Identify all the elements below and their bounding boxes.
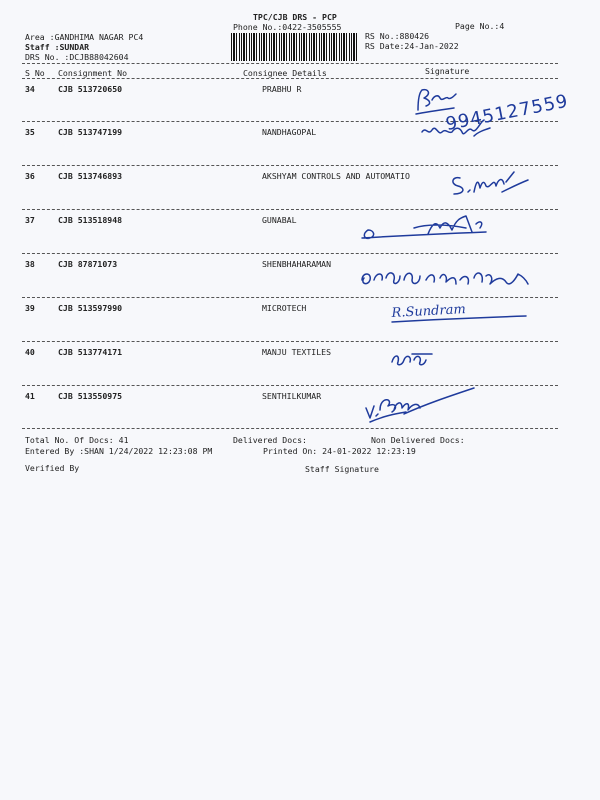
divider	[22, 341, 558, 342]
staff-label: Staff :SUNDAR	[25, 42, 90, 52]
row-consignee: PRABHU R	[262, 84, 302, 94]
row-consignee: MANJU TEXTILES	[262, 347, 332, 357]
area-label: Area :GANDHIMA NAGAR PC4	[25, 32, 144, 42]
row-sno: 36	[25, 171, 35, 181]
row-consignment: CJB 513518948	[58, 215, 123, 225]
divider	[22, 78, 558, 79]
signature-row-38	[356, 262, 546, 298]
row-consignee: SENTHILKUMAR	[262, 391, 322, 401]
row-consignment: CJB 513720650	[58, 84, 123, 94]
row-sno: 41	[25, 391, 35, 401]
table-row	[0, 127, 600, 139]
row-consignment: CJB 513774171	[58, 347, 123, 357]
phone-number: Phone No.:0422-3505555	[233, 22, 342, 32]
handwritten-name: R.Sundram	[391, 302, 467, 321]
row-consignee: AKSHYAM CONTROLS AND AUTOMATIO	[262, 171, 410, 181]
row-sno: 38	[25, 259, 35, 269]
rs-date: RS Date:24-Jan-2022	[365, 41, 459, 51]
row-consignee: NANDHAGOPAL	[262, 127, 317, 137]
non-delivered-docs: Non Delivered Docs:	[371, 435, 465, 445]
verified-by: Verified By	[25, 463, 80, 473]
row-consignee: SHENBHAHARAMAN	[262, 259, 332, 269]
row-sno: 37	[25, 215, 35, 225]
signature-row-40	[388, 348, 438, 372]
divider	[22, 253, 558, 254]
entered-by: Entered By :SHAN 1/24/2022 12:23:08 PM	[25, 446, 213, 456]
row-consignment: CJB 87871073	[58, 259, 118, 269]
signature-row-37	[356, 210, 506, 246]
column-header-signature: Signature	[425, 66, 470, 76]
printed-on: Printed On: 24-01-2022 12:23:19	[263, 446, 416, 456]
signature-row-41	[360, 384, 480, 428]
row-consignment: CJB 513747199	[58, 127, 123, 137]
column-header-sno: S No	[25, 68, 45, 78]
drs-number: DRS No. :DCJB88042604	[25, 52, 129, 62]
rs-number: RS No.:880426	[365, 31, 430, 41]
divider	[22, 428, 558, 429]
table-row	[0, 347, 600, 359]
row-consignee: MICROTECH	[262, 303, 307, 313]
row-consignment: CJB 513746893	[58, 171, 123, 181]
row-consignment: CJB 513550975	[58, 391, 123, 401]
page-number: Page No.:4	[455, 21, 505, 31]
delivered-docs: Delivered Docs:	[233, 435, 307, 445]
barcode	[231, 33, 359, 61]
column-header-consignee: Consignee Details	[243, 68, 327, 78]
row-sno: 35	[25, 127, 35, 137]
column-header-consignment: Consignment No	[58, 68, 128, 78]
total-docs: Total No. Of Docs: 41	[25, 435, 129, 445]
row-consignee: GUNABAL	[262, 215, 297, 225]
signature-row-36	[444, 164, 534, 200]
row-consignment: CJB 513597990	[58, 303, 123, 313]
handwritten-phone: 9945127559	[443, 90, 571, 135]
table-row	[0, 215, 600, 227]
row-sno: 34	[25, 84, 35, 94]
divider	[22, 63, 558, 64]
row-sno: 39	[25, 303, 35, 313]
document-title: TPC/CJB DRS - PCP	[253, 12, 337, 22]
table-row	[0, 391, 600, 403]
table-row	[0, 84, 600, 96]
staff-signature-label: Staff Signature	[305, 464, 379, 474]
row-sno: 40	[25, 347, 35, 357]
